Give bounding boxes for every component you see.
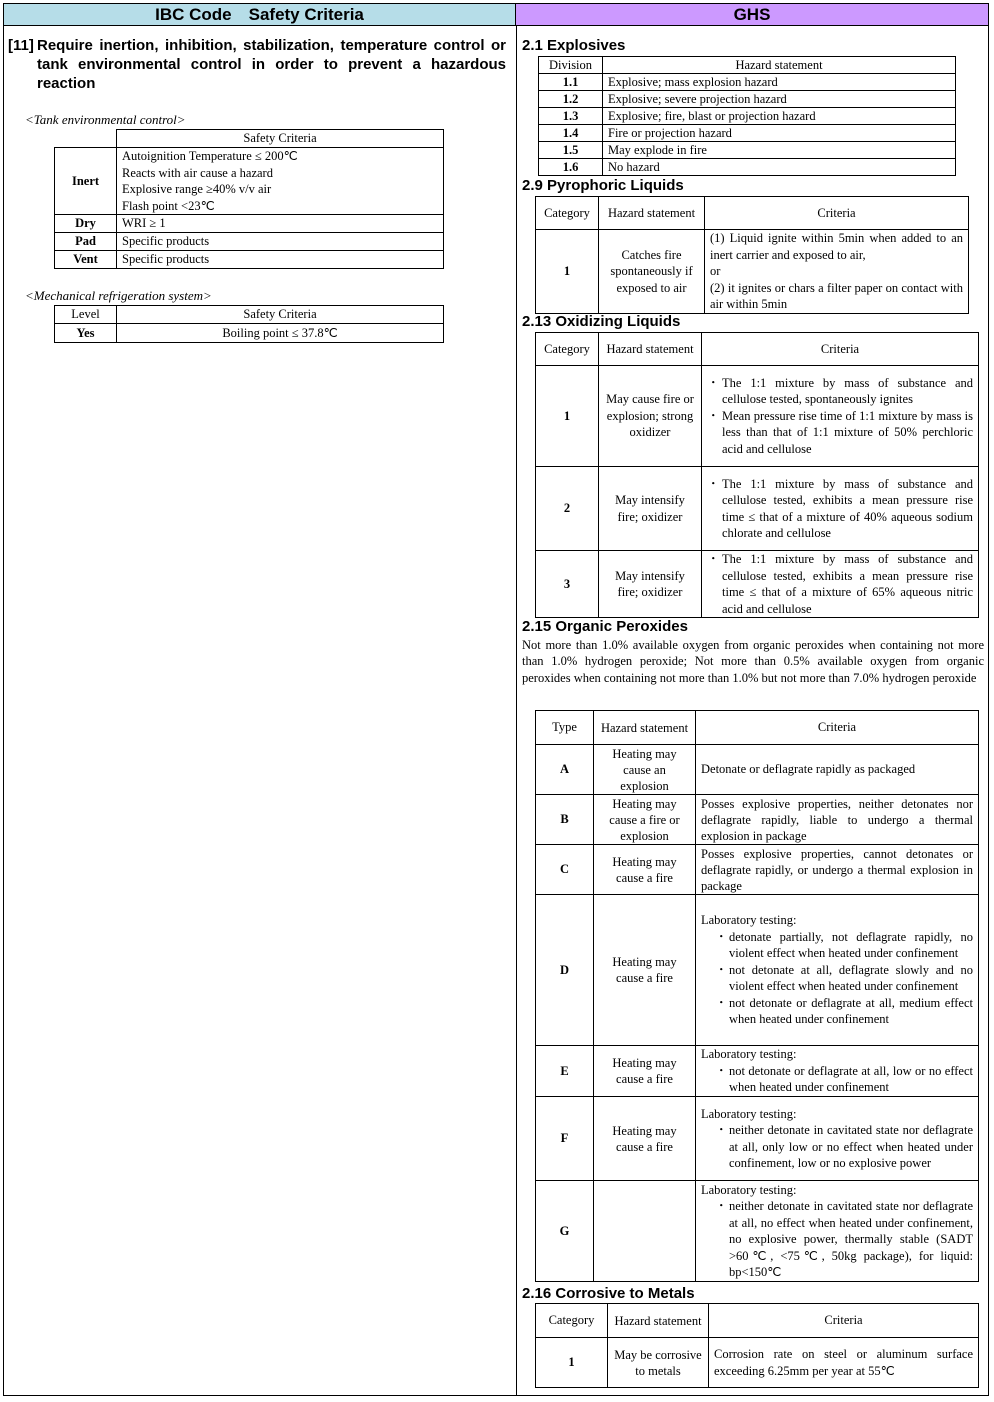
vent-criteria: Specific products (117, 251, 444, 269)
inert-criteria-3: Explosive range ≥40% v/v air (122, 182, 272, 196)
op-hazard-e: Heating may cause a fire (594, 1046, 696, 1097)
tank-env-caption: <Tank environmental control> (25, 112, 186, 127)
dry-criteria: WRI ≥ 1 (117, 215, 444, 233)
op-criteria-d3: ・ not detonate or deflagrate at all, medium effect when heated under confinement (729, 995, 973, 1028)
oxi-category-2: 2 (536, 467, 599, 551)
division-1-1-text: Explosive; mass explosion hazard (603, 74, 956, 91)
op-hazard-d: Heating may cause a fire (594, 895, 696, 1046)
op-hazard-f: Heating may cause a fire (594, 1097, 696, 1181)
corrosive-table (535, 1303, 979, 1388)
mech-col-level: Level (55, 306, 117, 324)
corr-hazard: May be corrosive to metals (608, 1338, 709, 1388)
oxidizing-title: 2.13 Oxidizing Liquids (522, 313, 681, 330)
division-1-3: 1.3 (539, 108, 603, 125)
oxi-criteria-2: ・ The 1:1 mixture by mass of substance and cellulose tested, exhibits a mean pressure rise time ≤ that of a mixture of 40% aqueous sodium chlorate and cellulose (722, 476, 973, 542)
pad-criteria: Specific products (117, 233, 444, 251)
corrosive-title: 2.16 Corrosive to Metals (522, 1285, 695, 1302)
inert-criteria-4: Flash point <23℃ (122, 198, 215, 213)
pyrophoric-table (535, 196, 969, 314)
corr-col-category: Category (536, 1304, 608, 1338)
corr-col-criteria: Criteria (709, 1304, 979, 1338)
op-type-c: C (536, 845, 594, 895)
explosives-table (538, 56, 956, 176)
oxidizing-table (535, 332, 979, 618)
pyrophoric-title: 2.9 Pyrophoric Liquids (522, 177, 684, 194)
op-criteria-b: Posses explosive properties, neither detonates nor deflagrate rapidly, liable to undergo a thermal explosion in package (696, 795, 979, 845)
requirement-11 (8, 36, 506, 93)
op-criteria-f: ・ neither detonate in cavitated state nor deflagrate at all, only low or no effect when heated under confinement, low or no explosive power (729, 1122, 973, 1172)
corr-category-1: 1 (536, 1338, 608, 1388)
pyro-col-hazard: Hazard statement (599, 197, 705, 230)
division-1-5-text: May explode in fire (603, 142, 956, 159)
pyro-criteria-2: (2) it ignites or chars a filter paper on contact with air within 5min (710, 280, 963, 311)
oxi-criteria-1b: ・ Mean pressure rise time of 1:1 mixture by mass is less than that of 1:1 mixture of 50% perchloric acid and cellulose (722, 408, 973, 458)
op-lab-g: Laboratory testing: (701, 1182, 797, 1197)
pyro-hazard: Catches fire spontaneously if exposed to air (599, 230, 705, 314)
pyro-criteria-or: or (710, 264, 721, 278)
op-lab-e: Laboratory testing: (701, 1047, 797, 1062)
op-lab-f: Laboratory testing: (701, 1106, 797, 1121)
oxi-col-hazard: Hazard statement (599, 333, 702, 366)
requirement-number: [11] (8, 37, 34, 54)
inert-criteria-1: Autoignition Temperature ≤ 200℃ (122, 149, 298, 163)
op-criteria-d2: ・ not detonate at all, deflagrate slowly and no violent effect when heated under confinement (729, 962, 973, 995)
requirement-text: Require inertion, inhibition, stabilization, temperature control or tank environmental control in order to prevent a hazardous reaction (37, 37, 506, 92)
division-1-4-text: Fire or projection hazard (603, 125, 956, 142)
ghs-header: GHS (516, 4, 988, 26)
division-1-3-text: Explosive; fire, blast or projection hazard (603, 108, 956, 125)
op-hazard-b: Heating may cause a fire or explosion (594, 795, 696, 845)
corr-col-hazard: Hazard statement (608, 1304, 709, 1338)
corr-criteria: Corrosion rate on steel or aluminum surface exceeding 6.25mm per year at 55℃ (709, 1338, 979, 1388)
level-vent: Vent (55, 251, 117, 269)
division-1-4: 1.4 (539, 125, 603, 142)
oxi-category-3: 3 (536, 551, 599, 618)
oxi-hazard-3: May intensify fire; oxidizer (599, 551, 702, 618)
division-1-6: 1.6 (539, 159, 603, 176)
level-dry: Dry (55, 215, 117, 233)
peroxides-intro: Not more than 1.0% available oxygen from organic peroxides when containing not more than 1.0% hydrogen peroxide; Not more than 0.5% available oxygen from organic peroxides when containing not more than 1.0% but not more than 7.0% hydrogen peroxide (522, 638, 984, 685)
ibc-header: IBC Code Safety Criteria (4, 4, 516, 26)
peroxides-table (535, 710, 979, 1282)
op-hazard-c: Heating may cause a fire (594, 845, 696, 895)
pyro-category-1: 1 (536, 230, 599, 314)
division-1-6-text: No hazard (603, 159, 956, 176)
oxi-hazard-1: May cause fire or explosion; strong oxidizer (599, 366, 702, 467)
op-col-hazard: Hazard statement (594, 711, 696, 745)
inert-criteria-2: Reacts with air cause a hazard (122, 165, 273, 180)
op-criteria-c: Posses explosive properties, cannot detonates or deflagrate rapidly, or undergo a thermal explosion in package (696, 845, 979, 895)
oxi-col-category: Category (536, 333, 599, 366)
peroxides-title: 2.15 Organic Peroxides (522, 618, 688, 635)
mech-table (54, 305, 444, 343)
pyro-col-category: Category (536, 197, 599, 230)
division-1-2: 1.2 (539, 91, 603, 108)
op-hazard-g (594, 1181, 696, 1282)
pyro-col-criteria: Criteria (705, 197, 969, 230)
op-type-e: E (536, 1046, 594, 1097)
tank-env-table (54, 129, 444, 269)
level-inert: Inert (55, 148, 117, 215)
op-criteria-e: ・ not detonate or deflagrate at all, low or no effect when heated under confinement (729, 1063, 973, 1096)
oxi-hazard-2: May intensify fire; oxidizer (599, 467, 702, 551)
mech-caption: <Mechanical refrigeration system> (25, 288, 212, 303)
op-type-a: A (536, 745, 594, 795)
mech-col-criteria: Safety Criteria (117, 306, 444, 324)
op-col-type: Type (536, 711, 594, 745)
op-hazard-a: Heating may cause an explosion (594, 745, 696, 795)
column-divider (516, 26, 517, 1396)
explosives-col-hazard: Hazard statement (603, 57, 956, 74)
op-criteria-d1: ・ detonate partially, not deflagrate rapidly, no violent effect when heated under confinement (729, 929, 973, 962)
op-type-f: F (536, 1097, 594, 1181)
oxi-category-1: 1 (536, 366, 599, 467)
division-1-2-text: Explosive; severe projection hazard (603, 91, 956, 108)
op-type-b: B (536, 795, 594, 845)
oxi-criteria-3: ・ The 1:1 mixture by mass of substance and cellulose tested, exhibits a mean pressure rise time ≤ that of a mixture of 65% aqueous nitric acid and cellulose (722, 551, 973, 617)
tank-env-header: Safety Criteria (117, 130, 444, 148)
op-type-g: G (536, 1181, 594, 1282)
op-criteria-g: ・ neither detonate in cavitated state nor deflagrate at all, no effect when heated under confinement, no explosive power, thermally stable (SADT >60℃, <75℃, 50kg package), for liquid: bp<150℃ (729, 1198, 973, 1281)
oxi-col-criteria: Criteria (702, 333, 979, 366)
level-pad: Pad (55, 233, 117, 251)
op-type-d: D (536, 895, 594, 1046)
op-lab-d: Laboratory testing: (701, 913, 797, 928)
op-col-criteria: Criteria (696, 711, 979, 745)
explosives-col-division: Division (539, 57, 603, 74)
op-criteria-a: Detonate or deflagrate rapidly as packaged (696, 745, 979, 795)
division-1-1: 1.1 (539, 74, 603, 91)
pyro-criteria-1: (1) Liquid ignite within 5min when added to an inert carrier and exposed to air, (710, 231, 963, 262)
mech-level-yes: Yes (55, 324, 117, 343)
division-1-5: 1.5 (539, 142, 603, 159)
mech-criteria: Boiling point ≤ 37.8℃ (117, 324, 444, 343)
explosives-title: 2.1 Explosives (522, 37, 626, 54)
oxi-criteria-1a: ・ The 1:1 mixture by mass of substance and cellulose tested, spontaneously ignites (722, 375, 973, 408)
